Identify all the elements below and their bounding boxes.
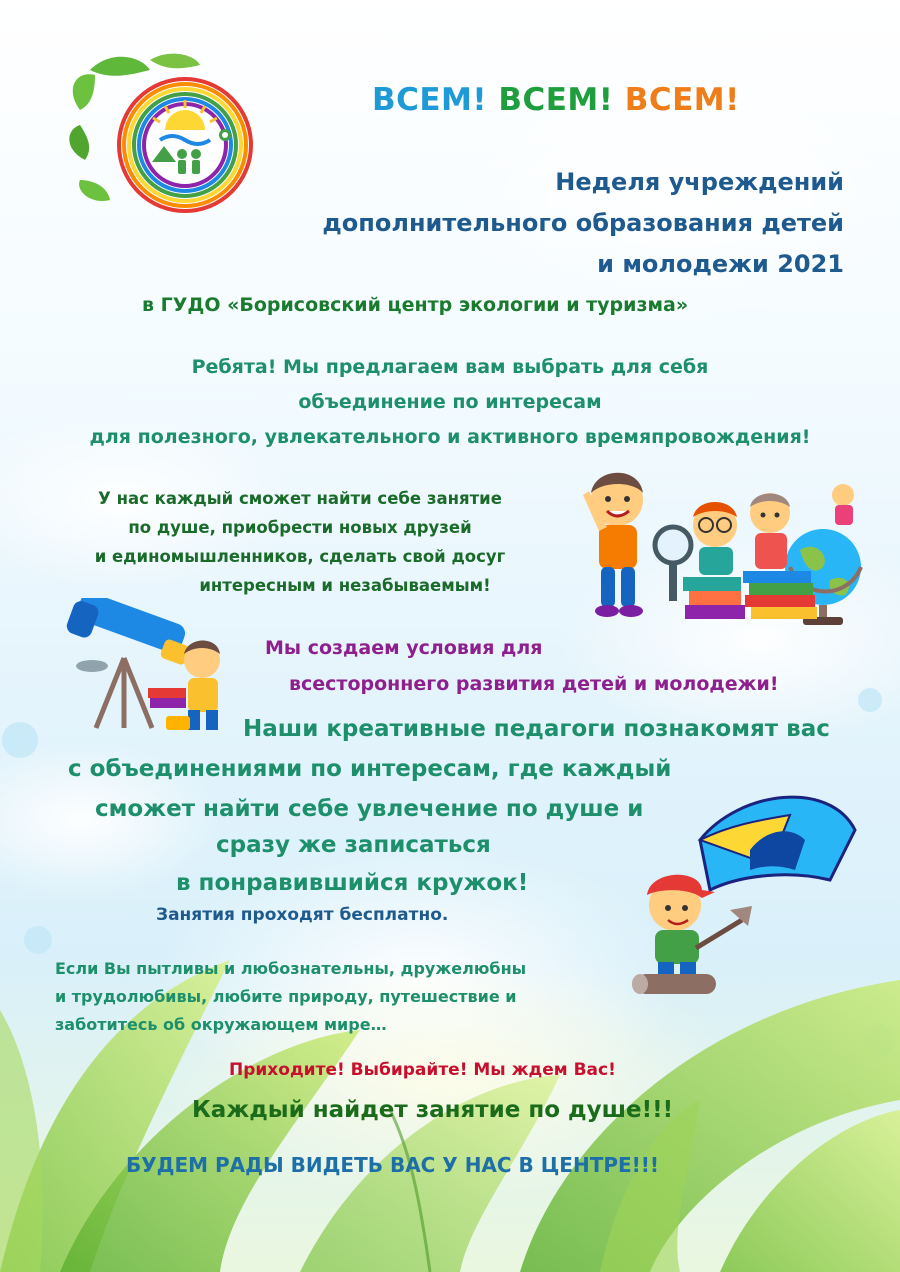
title-line-3: и молодежи 2021 xyxy=(597,250,844,278)
call-2: ВСЕМ! xyxy=(498,82,614,118)
header-calls xyxy=(372,82,740,118)
everyone-text xyxy=(70,484,530,600)
everyone-line-3: и единомышленников, сделать свой досуг xyxy=(94,547,506,566)
conditions-line-2: всестороннего развития детей и молодежи! xyxy=(289,673,779,695)
curious-line-3: заботитесь об окружающем мире… xyxy=(55,1015,387,1034)
teachers-line-3: сможет найти себе увлечение по душе и xyxy=(95,796,644,822)
conditions-line-1: Мы создаем условия для xyxy=(265,637,543,659)
everyone-slogan: Каждый найдет занятие по душе!!! xyxy=(192,1097,674,1123)
call-1: ВСЕМ! xyxy=(372,82,488,118)
tent-boy-illustration xyxy=(630,770,860,1000)
intro-line-1: Ребята! Мы предлагаем вам выбрать для себя xyxy=(191,356,709,378)
curious-line-2: и трудолюбивы, любите природу, путешествие и xyxy=(55,987,517,1006)
kids-books-globe-illustration xyxy=(575,455,875,635)
telescope-kid-illustration xyxy=(62,598,232,733)
everyone-line-2: по душе, приобрести новых друзей xyxy=(128,518,472,537)
call-3: ВСЕМ! xyxy=(624,82,740,118)
organization-logo xyxy=(60,50,275,220)
free-note: Занятия проходят бесплатно. xyxy=(156,905,449,925)
title-line-1: Неделя учреждений xyxy=(555,168,844,196)
intro-line-3: для полезного, увлекательного и активного времяпровождения! xyxy=(89,426,811,448)
teachers-line-5: в понравившийся кружок! xyxy=(176,870,529,896)
curious-text xyxy=(55,955,526,1039)
everyone-line-4: интересным и незабываемым! xyxy=(199,576,491,595)
teachers-line-4: сразу же записаться xyxy=(216,832,491,858)
welcome-text: БУДЕМ РАДЫ ВИДЕТЬ ВАС У НАС В ЦЕНТРЕ!!! xyxy=(126,1153,660,1177)
page-title xyxy=(322,162,844,285)
invite-text: Приходите! Выбирайте! Мы ждем Вас! xyxy=(229,1060,616,1080)
page-subtitle: в ГУДО «Борисовский центр экологии и туризма» xyxy=(142,294,689,316)
everyone-line-1: У нас каждый сможет найти себе занятие xyxy=(98,489,502,508)
teachers-line-2: с объединениями по интересам, где каждый xyxy=(68,756,672,782)
title-line-2: дополнительного образования детей xyxy=(322,209,844,237)
curious-line-1: Если Вы пытливы и любознательны, дружелюбны xyxy=(55,959,527,978)
intro-text xyxy=(40,350,860,455)
teachers-line-1: Наши креативные педагоги познакомят вас xyxy=(243,716,830,742)
intro-line-2: объединение по интересам xyxy=(298,391,602,413)
